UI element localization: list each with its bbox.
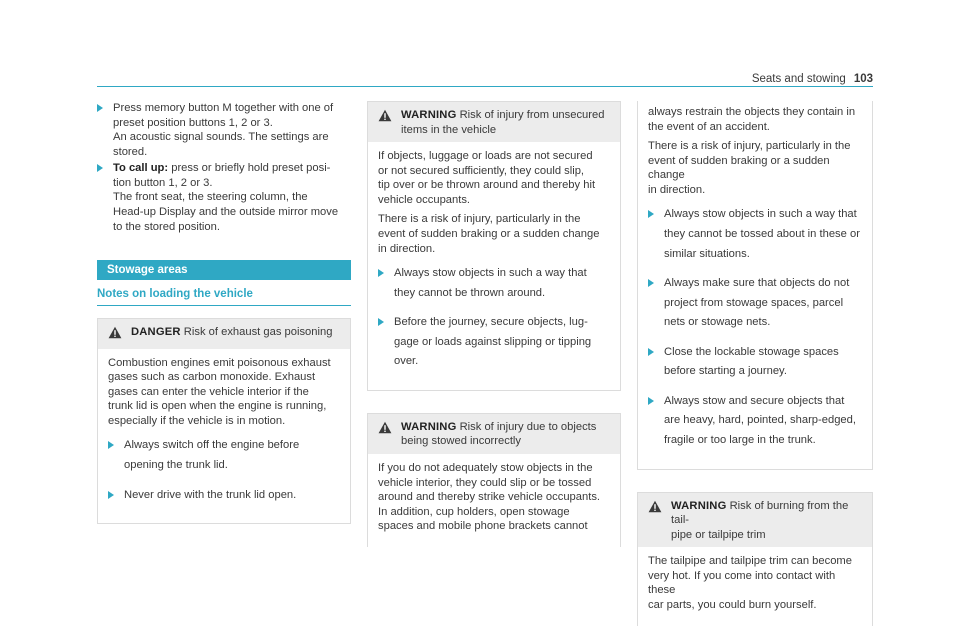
text-line: Always stow objects in such a way that	[394, 267, 587, 280]
warning-title-text: pipe or tailpipe trim	[671, 528, 766, 541]
cont-step-1	[648, 207, 862, 266]
warning-title	[401, 420, 610, 449]
text-run: or not secured sufficiently, they could slip,	[378, 164, 585, 177]
danger-title-text: Risk of exhaust gas poisoning	[180, 326, 333, 338]
text-line: The front seat, the steering column, the	[113, 191, 308, 204]
text-line	[108, 356, 340, 429]
warning-step-1	[378, 266, 610, 305]
warning-title-text: Risk of burning from the tail-	[671, 499, 849, 527]
column-2	[367, 101, 621, 547]
text-line: Never drive with the trunk lid open.	[124, 488, 297, 501]
text-line: over.	[394, 355, 419, 368]
step-body	[664, 276, 862, 335]
warning-title	[671, 499, 862, 543]
text-line: Always make sure that objects do not	[664, 277, 850, 290]
step-body	[664, 394, 862, 453]
section-bar-stowage-areas: Stowage areas	[97, 260, 351, 280]
cont-step-3	[648, 345, 862, 384]
text-line: Always stow objects in such a way that	[664, 208, 857, 221]
text-run: In addition, cup holders, open stowage	[378, 505, 570, 518]
step-body	[394, 266, 610, 305]
text-line: stored.	[113, 145, 148, 158]
header-text	[752, 72, 873, 87]
warning-title	[401, 108, 610, 137]
arrow-right-icon	[648, 279, 654, 287]
text-run: press or briefly hold preset posi-	[168, 162, 331, 175]
text-run: event of sudden braking or a sudden change	[378, 227, 600, 240]
step-body	[124, 488, 340, 508]
text-run: event of sudden braking or a sudden change	[648, 154, 830, 182]
warning-triangle-icon	[378, 108, 393, 137]
warning-keyword: WARNING	[401, 420, 457, 433]
cont-step-2	[648, 276, 862, 335]
arrow-right-icon	[97, 164, 103, 172]
warning-keyword: WARNING	[401, 109, 457, 121]
text-run: tip over or be thrown around and thereby hit	[378, 179, 596, 192]
text-line: Press memory button M together with one of	[113, 102, 334, 114]
warning-box-body	[638, 101, 872, 469]
danger-title	[131, 325, 340, 344]
text-line: are heavy, hard, pointed, sharp-edged,	[664, 414, 856, 427]
warning-step-2	[378, 315, 610, 374]
text-run: especially if the vehicle is in motion.	[108, 414, 286, 427]
text-run: in direction.	[378, 242, 436, 255]
danger-box-body	[98, 349, 350, 524]
text-run: There is a risk of injury, particularly in the	[378, 213, 581, 226]
text-line: Always switch off the engine before	[124, 439, 300, 452]
danger-box-header	[98, 319, 350, 349]
warning-box-body	[638, 547, 872, 625]
text-run: the event of an accident.	[648, 120, 770, 133]
text-run: gases such as carbon monoxide. Exhaust	[108, 371, 316, 384]
text-line: project from stowage spaces, parcel	[664, 296, 844, 309]
paragraph	[378, 461, 610, 534]
step-store-memory	[97, 101, 351, 159]
arrow-right-icon	[648, 397, 654, 405]
text-run: If objects, luggage or loads are not secured	[378, 150, 593, 163]
warning-keyword: WARNING	[671, 499, 727, 512]
warning-triangle-icon	[648, 499, 663, 543]
arrow-right-icon	[108, 441, 114, 449]
text-line: similar situations.	[664, 247, 750, 260]
text-line: they cannot be thrown around.	[394, 286, 546, 299]
arrow-right-icon	[648, 348, 654, 356]
paragraph	[378, 149, 610, 207]
text-line: Close the lockable stowage spaces	[664, 345, 839, 358]
warning-box-body	[368, 142, 620, 390]
warning-triangle-icon	[108, 325, 123, 344]
column-1	[97, 101, 351, 538]
text-line: An acoustic signal sounds. The settings are	[113, 131, 329, 144]
text-line: Before the journey, secure objects, lug-	[394, 316, 588, 329]
arrow-right-icon	[108, 491, 114, 499]
text-line: gage or loads against slipping or tipping	[394, 335, 592, 348]
paragraph	[648, 139, 862, 197]
text-line: opening the trunk lid.	[124, 458, 228, 471]
warning-box-stowed-incorrectly	[367, 413, 621, 547]
arrow-right-icon	[378, 269, 384, 277]
cont-step-4	[648, 394, 862, 453]
bold-label: To call up:	[113, 162, 169, 175]
text-line	[113, 161, 351, 176]
step-body	[664, 345, 862, 384]
text-line: they cannot be tossed about in these or	[664, 227, 860, 240]
text-run: There is a risk of injury, particularly in the	[648, 140, 851, 153]
danger-keyword: DANGER	[131, 326, 181, 338]
text-line: fragile or too large in the trunk.	[664, 434, 816, 446]
step-body	[113, 161, 351, 234]
text-run: always restrain the objects they contain in	[648, 106, 856, 118]
step-body	[394, 315, 610, 374]
text-run: vehicle occupants.	[378, 193, 471, 206]
step-body	[124, 438, 340, 477]
text-line: preset position buttons 1, 2 or 3.	[113, 116, 273, 129]
text-run: in direction.	[648, 183, 706, 196]
page-number: 103	[853, 73, 873, 85]
danger-step-1	[108, 438, 340, 477]
text-line: Always stow and secure objects that	[664, 394, 845, 407]
warning-box-header	[638, 493, 872, 548]
arrow-right-icon	[378, 318, 384, 326]
text-run: car parts, you could burn yourself.	[648, 598, 817, 611]
paragraph	[648, 105, 862, 134]
column-3	[637, 101, 873, 626]
arrow-right-icon	[97, 104, 103, 112]
subheading-loading-notes: Notes on loading the vehicle	[97, 280, 351, 306]
text-line: nets or stowage nets.	[664, 316, 771, 329]
warning-title-text: Risk of injury due to objects	[456, 420, 597, 433]
section-title: Seats and stowing	[751, 73, 846, 85]
text-run: Combustion engines emit poisonous exhaust	[108, 356, 331, 369]
step-body	[113, 101, 351, 159]
step-call-up	[97, 161, 351, 234]
text-run: trunk lid is open when the engine is running,	[108, 400, 327, 413]
warning-title-text: Risk of injury from unsecured	[456, 109, 605, 121]
page-header	[97, 72, 873, 87]
text-run: around and thereby strike vehicle occupants.	[378, 491, 601, 504]
text-run: The tailpipe and tailpipe trim can become	[648, 555, 852, 568]
arrow-right-icon	[648, 210, 654, 218]
warning-box-header	[368, 102, 620, 142]
danger-step-2	[108, 488, 340, 508]
text-line: Head-up Display and the outside mirror move	[113, 205, 339, 218]
danger-box	[97, 318, 351, 524]
text-run: If you do not adequately stow objects in the	[378, 462, 593, 474]
text-run: vehicle interior, they could slip or be tossed	[378, 476, 592, 489]
text-run: gases can enter the vehicle interior if the	[108, 385, 309, 398]
warning-box-header	[368, 414, 620, 454]
paragraph	[648, 554, 862, 612]
text-line: tion button 1, 2 or 3.	[113, 176, 213, 189]
warning-title-text: being stowed incorrectly	[401, 435, 522, 448]
step-body	[664, 207, 862, 266]
warning-box-unsecured-items	[367, 101, 621, 391]
warning-title-text: items in the vehicle	[401, 123, 497, 136]
text-line: before starting a journey.	[664, 365, 787, 378]
paragraph	[378, 212, 610, 256]
warning-triangle-icon	[378, 420, 393, 449]
text-run: very hot. If you come into contact with these	[648, 569, 836, 597]
text-line: to the stored position.	[113, 220, 220, 233]
text-run: spaces and mobile phone brackets cannot	[378, 520, 588, 533]
warning-box-tailpipe	[637, 492, 873, 626]
warning-box-continued	[637, 101, 873, 470]
